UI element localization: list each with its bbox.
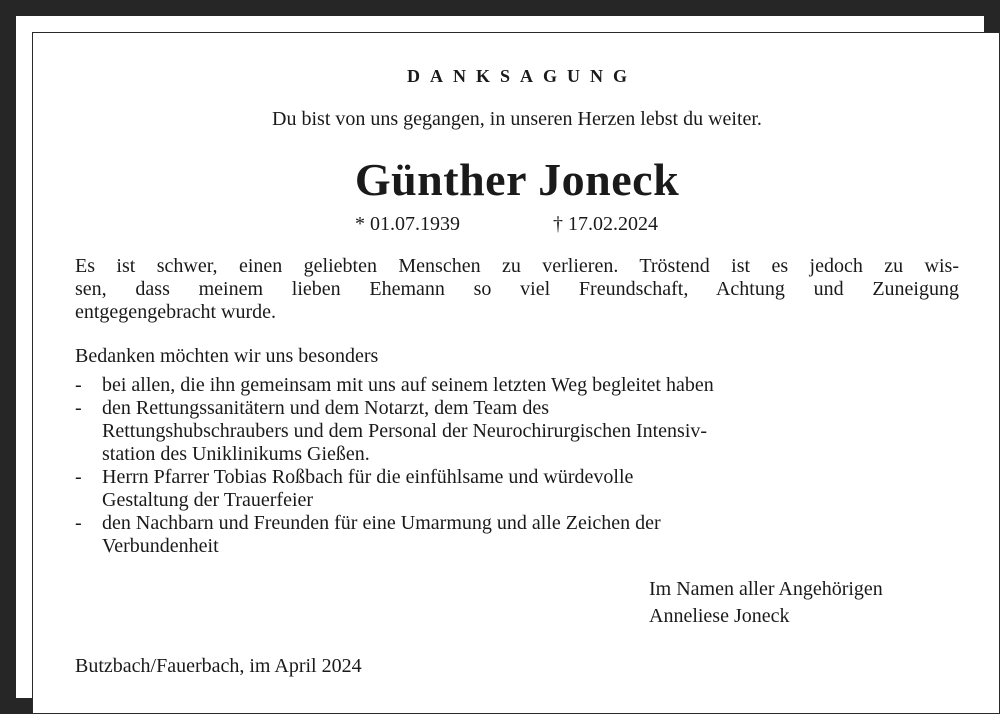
bullet-dash: - xyxy=(75,512,82,534)
signature-line-2: Anneliese Joneck xyxy=(649,605,790,627)
list-item-line: Gestaltung der Trauerfeier xyxy=(102,489,314,511)
notice-heading: DANKSAGUNG xyxy=(406,66,637,86)
list-item-line: Rettungshubschraubers und dem Personal der Neurochirurgischen Intensiv- xyxy=(102,420,708,442)
notice-card xyxy=(32,32,1000,714)
deceased-name: Günther Joneck xyxy=(354,154,680,205)
list-item-line: Herrn Pfarrer Tobias Roßbach für die einfühlsame und würdevolle xyxy=(102,466,634,488)
intro-line: Es ist schwer, einen geliebten Menschen zu verlieren. Tröstend ist es jedoch zu wis- xyxy=(75,255,959,277)
birth-date: * 01.07.1939 xyxy=(355,213,460,235)
place-date: Butzbach/Fauerbach, im April 2024 xyxy=(75,655,362,677)
list-item-line: den Rettungssanitätern und dem Notarzt, dem Team des xyxy=(102,397,550,419)
bullet-dash: - xyxy=(75,397,82,419)
list-item-line: station des Uniklinikums Gießen. xyxy=(102,443,370,465)
thanks-list xyxy=(75,374,975,558)
list-item-line: Verbundenheit xyxy=(102,535,219,557)
list-item xyxy=(75,466,975,512)
signature-line-1: Im Namen aller Angehörigen xyxy=(649,578,883,600)
list-item xyxy=(75,397,975,466)
list-item xyxy=(75,512,975,558)
notice-motto: Du bist von uns gegangen, in unseren Herzen lebst du weiter. xyxy=(272,108,762,130)
list-item-line: bei allen, die ihn gemeinsam mit uns auf seinem letzten Weg begleitet haben xyxy=(102,374,714,396)
intro-paragraph xyxy=(75,255,959,324)
bullet-dash: - xyxy=(75,374,82,396)
death-date: † 17.02.2024 xyxy=(553,213,658,235)
list-item-line: den Nachbarn und Freunden für eine Umarmung und alle Zeichen der xyxy=(102,512,661,534)
thanks-intro: Bedanken möchten wir uns besonders xyxy=(75,345,379,367)
bullet-dash: - xyxy=(75,466,82,488)
intro-line: sen, dass meinem lieben Ehemann so viel Freundschaft, Achtung und Zuneigung xyxy=(75,278,959,300)
intro-line: entgegengebracht wurde. xyxy=(75,301,277,323)
list-item xyxy=(75,374,975,397)
